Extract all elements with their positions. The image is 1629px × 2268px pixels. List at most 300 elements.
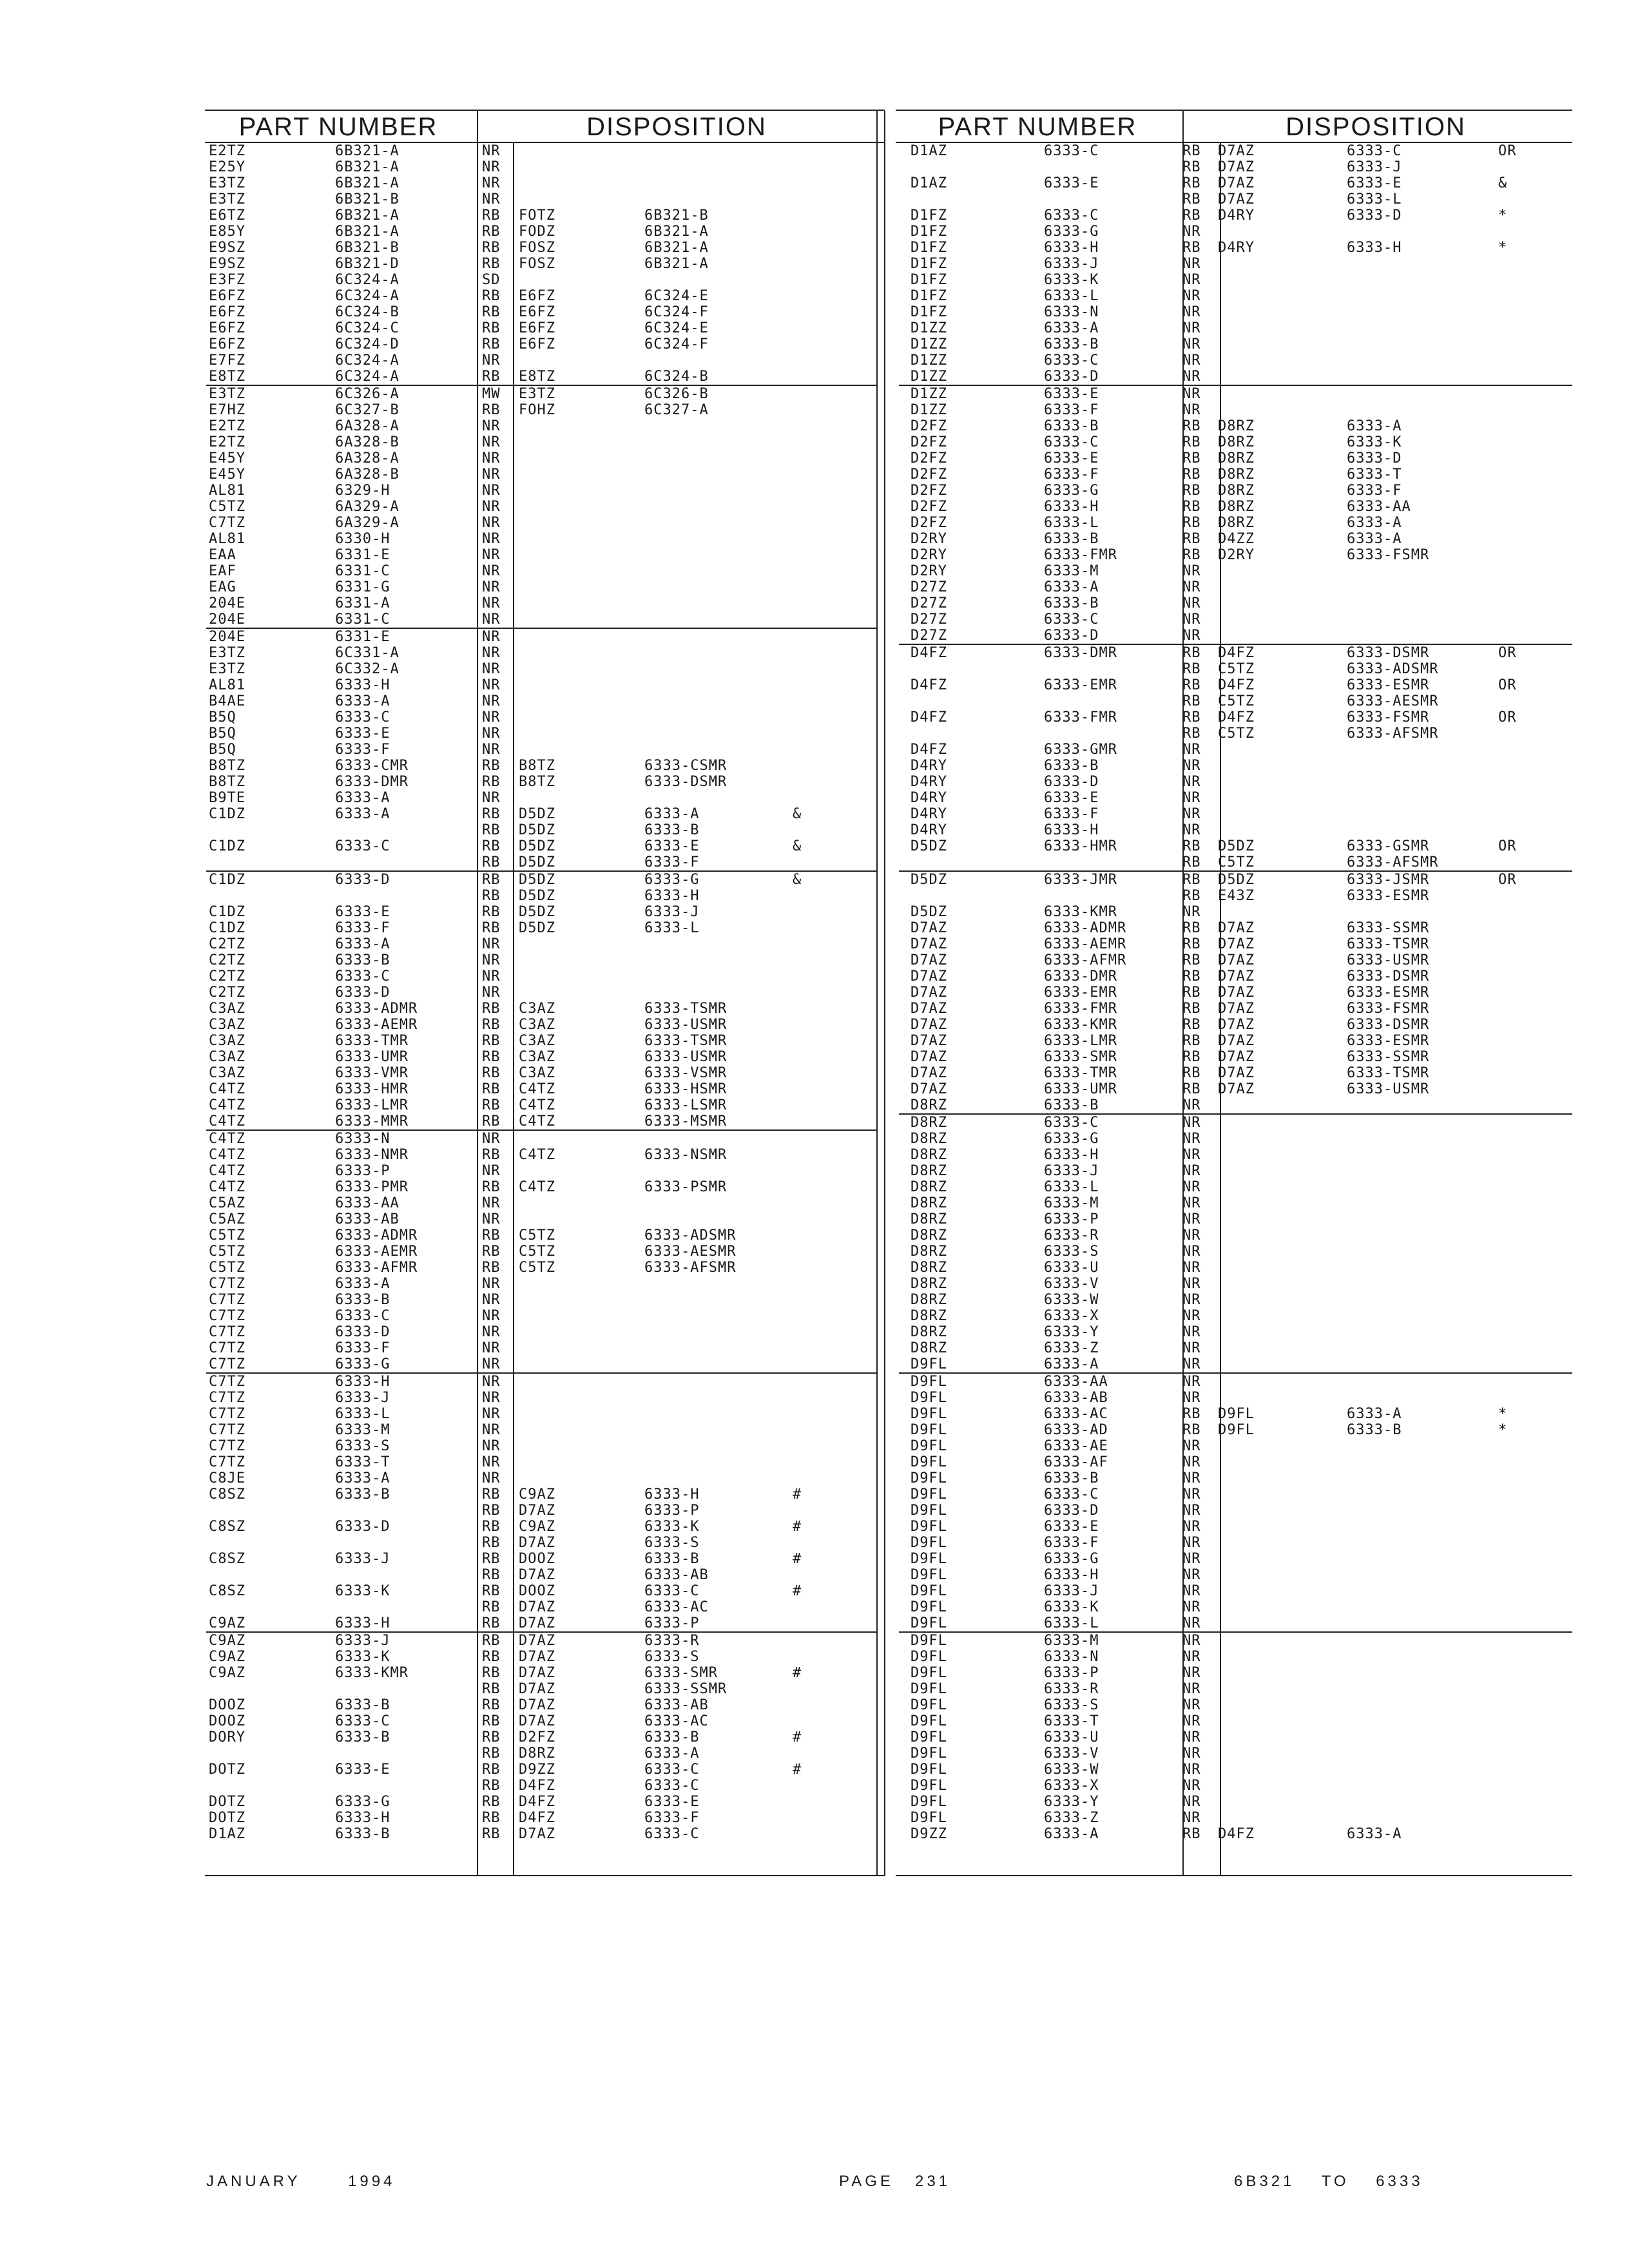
replacement-part: 6333-USMR	[644, 1017, 728, 1033]
part-number: 6333-S	[1044, 1244, 1099, 1260]
replacement-part: 6333-AESMR	[644, 1244, 737, 1260]
note: &	[793, 872, 802, 888]
disposition-code: MW	[482, 386, 501, 402]
footer-range: 6B321 TO 6333	[1234, 2173, 1423, 2190]
table-row	[206, 418, 876, 434]
vehicle-code: C5TZ	[209, 499, 246, 515]
replacement-vehicle: D4FZ	[519, 1794, 555, 1810]
replacement-part: 6333-B	[644, 822, 700, 838]
replacement-part: 6333-C	[644, 1583, 700, 1599]
disposition-code: NR	[482, 531, 501, 547]
part-number: 6333-M	[1044, 1195, 1099, 1211]
footer-year: 1994	[348, 2173, 396, 2190]
table-row	[899, 256, 1572, 272]
table-row	[206, 1826, 876, 1842]
replacement-vehicle: D5DZ	[519, 920, 555, 936]
replacement-vehicle: D5DZ	[519, 822, 555, 838]
table-row	[206, 369, 876, 385]
disposition-code: RB	[482, 822, 501, 838]
replacement-vehicle: C4TZ	[519, 1097, 555, 1113]
replacement-part: 6333-H	[644, 1486, 700, 1503]
vehicle-code: D9FL	[911, 1729, 947, 1745]
table-row	[899, 224, 1572, 240]
part-number: 6333-AB	[335, 1211, 400, 1227]
top-rule-right	[896, 110, 1572, 111]
table-row	[899, 790, 1572, 806]
vehicle-code: C8JE	[209, 1470, 246, 1486]
part-number: 6333-FMR	[1044, 709, 1117, 726]
table-row	[206, 1260, 876, 1276]
table-row	[206, 1211, 876, 1227]
table-row	[899, 1551, 1572, 1567]
vehicle-code: D9FL	[911, 1503, 947, 1519]
left-disposition-header: DISPOSITION	[586, 113, 767, 141]
vehicle-code: B5Q	[209, 742, 236, 758]
disposition-code: RB	[1182, 434, 1201, 450]
vehicle-code: D8RZ	[911, 1147, 947, 1163]
part-number: 6333-B	[335, 1292, 390, 1308]
part-number: 6333-G	[1044, 224, 1099, 240]
part-number: 6333-B	[335, 1697, 390, 1713]
replacement-vehicle: D7AZ	[1218, 1049, 1255, 1065]
table-row	[206, 240, 876, 256]
disposition-code: RB	[1182, 838, 1201, 854]
table-row	[206, 352, 876, 369]
vehicle-code: B9TE	[209, 790, 246, 806]
disposition-code: RB	[482, 1551, 501, 1567]
table-row	[899, 1195, 1572, 1211]
part-number: 6333-L	[1044, 515, 1099, 531]
disposition-code: NR	[1182, 224, 1201, 240]
replacement-part: 6333-DSMR	[1347, 645, 1430, 661]
replacement-vehicle: D2FZ	[519, 1729, 555, 1745]
replacement-vehicle: C3AZ	[519, 1001, 555, 1017]
replacement-vehicle: D5DZ	[519, 854, 555, 870]
replacement-vehicle: E6FZ	[519, 288, 555, 304]
vehicle-code: B8TZ	[209, 758, 246, 774]
table-row	[899, 1503, 1572, 1519]
replacement-vehicle: D4RY	[1218, 207, 1255, 224]
replacement-part: 6333-AC	[644, 1599, 709, 1615]
table-row	[206, 499, 876, 515]
replacement-vehicle: DOOZ	[519, 1551, 555, 1567]
vehicle-code: D1FZ	[911, 288, 947, 304]
vehicle-code: 204E	[209, 629, 246, 645]
disposition-code: NR	[1182, 611, 1201, 628]
table-row	[899, 1778, 1572, 1794]
disposition-code: NR	[482, 936, 501, 952]
replacement-part: 6333-A	[1347, 515, 1402, 531]
disposition-code: NR	[1182, 1551, 1201, 1567]
part-number: 6333-KMR	[335, 1665, 409, 1681]
note: &	[793, 838, 802, 854]
part-number: 6333-B	[335, 952, 390, 968]
replacement-vehicle: C3AZ	[519, 1065, 555, 1081]
table-row	[899, 758, 1572, 774]
part-number: 6C324-A	[335, 352, 400, 369]
table-row	[206, 1713, 876, 1729]
part-number: 6333-AEMR	[335, 1244, 418, 1260]
disposition-code: RB	[1182, 872, 1201, 888]
replacement-part: 6333-SSMR	[1347, 920, 1430, 936]
table-row	[899, 644, 1572, 661]
disposition-code: RB	[482, 1244, 501, 1260]
table-row	[206, 272, 876, 288]
vehicle-code: D9FL	[911, 1567, 947, 1583]
disposition-code: NR	[1182, 336, 1201, 352]
replacement-part: 6333-ADSMR	[1347, 661, 1439, 677]
table-row	[206, 1324, 876, 1340]
replacement-part: 6333-VSMR	[644, 1065, 728, 1081]
disposition-code: NR	[1182, 1762, 1201, 1778]
part-number: 6333-V	[1044, 1276, 1099, 1292]
replacement-part: 6333-AFSMR	[1347, 726, 1439, 742]
table-row	[206, 709, 876, 726]
vehicle-code: D2FZ	[911, 499, 947, 515]
vehicle-code: C4TZ	[209, 1131, 246, 1147]
disposition-code: NR	[1182, 1503, 1201, 1519]
disposition-code: RB	[1182, 726, 1201, 742]
replacement-vehicle: C4TZ	[519, 1113, 555, 1129]
vehicle-code: D9FL	[911, 1390, 947, 1406]
disposition-code: NR	[482, 1454, 501, 1470]
part-number: 6333-HMR	[335, 1081, 409, 1097]
disposition-code: NR	[1182, 1340, 1201, 1356]
table-row	[206, 968, 876, 985]
table-row	[206, 224, 876, 240]
vehicle-code: D2FZ	[911, 450, 947, 466]
part-number: 6A329-A	[335, 515, 400, 531]
part-number: 6333-AEMR	[335, 1017, 418, 1033]
table-row	[899, 1535, 1572, 1551]
table-row	[206, 1081, 876, 1097]
note: OR	[1498, 838, 1517, 854]
part-number: 6333-AD	[1044, 1422, 1108, 1438]
part-number: 6333-DMR	[1044, 968, 1117, 985]
vehicle-code: E45Y	[209, 466, 246, 483]
disposition-code: RB	[482, 256, 501, 272]
part-number: 6C324-A	[335, 369, 400, 385]
replacement-part: 6333-AFSMR	[644, 1260, 737, 1276]
disposition-code: RB	[482, 1729, 501, 1745]
disposition-code: RB	[482, 1762, 501, 1778]
disposition-code: NR	[482, 1308, 501, 1324]
part-number: 6333-K	[1044, 1599, 1099, 1615]
part-number: 6333-N	[1044, 1649, 1099, 1665]
replacement-vehicle: FODZ	[519, 224, 555, 240]
part-number: 6333-X	[1044, 1778, 1099, 1794]
replacement-part: 6C324-E	[644, 320, 709, 336]
disposition-code: NR	[1182, 386, 1201, 402]
vehicle-code: C9AZ	[209, 1649, 246, 1665]
replacement-part: 6333-SMR	[644, 1665, 718, 1681]
table-row	[206, 1778, 876, 1794]
disposition-code: NR	[482, 499, 501, 515]
vehicle-code: C7TZ	[209, 1292, 246, 1308]
vehicle-code: D2FZ	[911, 483, 947, 499]
part-number: 6333-E	[1044, 790, 1099, 806]
disposition-code: RB	[1182, 854, 1201, 870]
part-number: 6C332-A	[335, 661, 400, 677]
replacement-vehicle: D7AZ	[1218, 936, 1255, 952]
replacement-vehicle: D8RZ	[1218, 499, 1255, 515]
table-row	[206, 1697, 876, 1713]
part-number: 6333-N	[1044, 304, 1099, 320]
vehicle-code: D1ZZ	[911, 386, 947, 402]
part-number: 6333-U	[1044, 1729, 1099, 1745]
part-number: 6333-X	[1044, 1308, 1099, 1324]
disposition-code: RB	[1182, 450, 1201, 466]
disposition-code: NR	[1182, 628, 1201, 644]
table-row	[899, 693, 1572, 709]
disposition-code: NR	[482, 1163, 501, 1179]
disposition-code: NR	[482, 466, 501, 483]
disposition-code: NR	[1182, 1697, 1201, 1713]
vehicle-code: D27Z	[911, 579, 947, 595]
disposition-code: NR	[482, 1292, 501, 1308]
note: #	[793, 1583, 802, 1599]
replacement-vehicle: C3AZ	[519, 1033, 555, 1049]
disposition-code: RB	[1182, 1065, 1201, 1081]
table-row	[206, 531, 876, 547]
replacement-part: 6333-S	[644, 1649, 700, 1665]
table-row	[899, 806, 1572, 822]
disposition-code: NR	[482, 159, 501, 175]
replacement-vehicle: D5DZ	[519, 838, 555, 854]
part-number: 6333-A	[1044, 579, 1099, 595]
disposition-code: NR	[1182, 1599, 1201, 1615]
part-number: 6333-KMR	[1044, 904, 1117, 920]
replacement-part: 6333-GSMR	[1347, 838, 1430, 854]
replacement-part: 6333-NSMR	[644, 1147, 728, 1163]
replacement-part: 6333-F	[1347, 483, 1402, 499]
replacement-part: 6333-L	[1347, 191, 1402, 207]
replacement-vehicle: D2RY	[1218, 547, 1255, 563]
disposition-code: RB	[1182, 483, 1201, 499]
replacement-part: 6B321-A	[644, 240, 709, 256]
disposition-code: NR	[482, 352, 501, 369]
table-row	[206, 1794, 876, 1810]
disposition-code: NR	[1182, 1665, 1201, 1681]
replacement-vehicle: C3AZ	[519, 1049, 555, 1065]
disposition-code: RB	[1182, 709, 1201, 726]
part-number: 6333-B	[1044, 418, 1099, 434]
left-parts-list	[206, 143, 876, 1842]
part-number: 6333-P	[335, 1163, 390, 1179]
replacement-vehicle: D7AZ	[519, 1681, 555, 1697]
vehicle-code: D9FL	[911, 1486, 947, 1503]
vehicle-code: E6FZ	[209, 304, 246, 320]
part-number: 6333-PMR	[335, 1179, 409, 1195]
table-row	[899, 661, 1572, 677]
part-number: 6333-T	[1044, 1713, 1099, 1729]
vehicle-code: E3TZ	[209, 191, 246, 207]
part-number: 6333-H	[335, 1810, 390, 1826]
vehicle-code: AL81	[209, 531, 246, 547]
vehicle-code: C5TZ	[209, 1244, 246, 1260]
vehicle-code: D9FL	[911, 1810, 947, 1826]
part-number: 6333-A	[335, 936, 390, 952]
disposition-code: NR	[1182, 304, 1201, 320]
disposition-code: NR	[1182, 595, 1201, 611]
part-number: 6333-G	[335, 1356, 390, 1372]
disposition-code: NR	[1182, 1097, 1201, 1113]
disposition-code: NR	[1182, 352, 1201, 369]
replacement-part: 6333-K	[644, 1519, 700, 1535]
replacement-vehicle: C5TZ	[1218, 693, 1255, 709]
disposition-code: RB	[482, 1649, 501, 1665]
vehicle-code: C3AZ	[209, 1033, 246, 1049]
disposition-code: NR	[482, 629, 501, 645]
disposition-code: RB	[1182, 499, 1201, 515]
disposition-code: NR	[482, 693, 501, 709]
vehicle-code: D9ZZ	[911, 1826, 947, 1842]
table-row	[206, 402, 876, 418]
part-number: 6333-L	[1044, 1615, 1099, 1631]
disposition-code: RB	[1182, 1033, 1201, 1049]
table-row	[899, 450, 1572, 466]
disposition-code: RB	[482, 1583, 501, 1599]
disposition-code: NR	[482, 563, 501, 579]
note: OR	[1498, 872, 1517, 888]
vehicle-code: D8RZ	[911, 1179, 947, 1195]
replacement-vehicle: D7AZ	[1218, 1065, 1255, 1081]
table-row	[899, 369, 1572, 385]
disposition-code: NR	[1182, 1292, 1201, 1308]
replacement-part: 6333-B	[644, 1729, 700, 1745]
vehicle-code: D7AZ	[911, 1017, 947, 1033]
table-row	[206, 1665, 876, 1681]
table-row	[899, 579, 1572, 595]
disposition-code: RB	[482, 1097, 501, 1113]
table-row	[206, 207, 876, 224]
vehicle-code: D8RZ	[911, 1227, 947, 1244]
table-row	[206, 1631, 876, 1649]
note: #	[793, 1762, 802, 1778]
table-row	[899, 483, 1572, 499]
vehicle-code: D9FL	[911, 1599, 947, 1615]
table-row	[206, 920, 876, 936]
table-row	[206, 870, 876, 888]
part-number: 6333-H	[1044, 1147, 1099, 1163]
part-number: 6330-H	[335, 531, 390, 547]
disposition-code: NR	[482, 726, 501, 742]
vehicle-code: D9FL	[911, 1665, 947, 1681]
replacement-vehicle: D4FZ	[519, 1778, 555, 1794]
vehicle-code: D8RZ	[911, 1131, 947, 1147]
disposition-code: RB	[1182, 888, 1201, 904]
table-row	[899, 1340, 1572, 1356]
part-number: 6333-HMR	[1044, 838, 1117, 854]
part-number: 6333-L	[1044, 1179, 1099, 1195]
disposition-code: NR	[482, 1131, 501, 1147]
vehicle-code: D9FL	[911, 1681, 947, 1697]
disposition-code: RB	[482, 806, 501, 822]
disposition-code: NR	[1182, 1567, 1201, 1583]
part-number: 6333-G	[335, 1794, 390, 1810]
vehicle-code: DOOZ	[209, 1713, 246, 1729]
table-row	[899, 1713, 1572, 1729]
vehicle-code: C7TZ	[209, 1374, 246, 1390]
disposition-code: RB	[1182, 645, 1201, 661]
disposition-code: NR	[1182, 1244, 1201, 1260]
replacement-vehicle: D7AZ	[1218, 143, 1255, 159]
part-number: 6333-G	[1044, 483, 1099, 499]
vehicle-code: AL81	[209, 483, 246, 499]
disposition-code: NR	[482, 1374, 501, 1390]
table-row	[206, 1308, 876, 1324]
disposition-code: NR	[1182, 1794, 1201, 1810]
part-number: 6333-P	[1044, 1211, 1099, 1227]
part-number: 6C324-A	[335, 288, 400, 304]
part-number: 6333-B	[1044, 531, 1099, 547]
vehicle-code: D9FL	[911, 1406, 947, 1422]
vehicle-code: D7AZ	[911, 985, 947, 1001]
vehicle-code: D1ZZ	[911, 352, 947, 369]
table-row	[899, 1762, 1572, 1778]
part-number: 6333-TMR	[335, 1033, 409, 1049]
vehicle-code: D8RZ	[911, 1115, 947, 1131]
replacement-part: 6333-G	[644, 872, 700, 888]
footer-page-number: 231	[915, 2173, 951, 2190]
replacement-vehicle: D7AZ	[1218, 191, 1255, 207]
disposition-code: RB	[482, 1794, 501, 1810]
vehicle-code: D2FZ	[911, 466, 947, 483]
replacement-vehicle: D8RZ	[1218, 515, 1255, 531]
vehicle-code: D4RY	[911, 822, 947, 838]
table-row	[899, 1599, 1572, 1615]
center-divider-b	[884, 111, 885, 1876]
disposition-code: RB	[1182, 693, 1201, 709]
table-row	[206, 1535, 876, 1551]
table-row	[899, 1081, 1572, 1097]
disposition-code: RB	[482, 1681, 501, 1697]
vehicle-code: E3FZ	[209, 272, 246, 288]
replacement-part: 6333-H	[644, 888, 700, 904]
part-number: 6331-C	[335, 611, 390, 628]
disposition-code: RB	[1182, 1017, 1201, 1033]
replacement-part: 6C326-B	[644, 386, 709, 402]
vehicle-code: D2RY	[911, 547, 947, 563]
table-row	[899, 888, 1572, 904]
replacement-part: 6333-J	[644, 904, 700, 920]
disposition-code: RB	[1182, 920, 1201, 936]
replacement-part: 6333-SSMR	[1347, 1049, 1430, 1065]
table-row	[206, 304, 876, 320]
vehicle-code: E25Y	[209, 159, 246, 175]
vehicle-code: E9SZ	[209, 240, 246, 256]
disposition-code: RB	[482, 1519, 501, 1535]
replacement-vehicle: D8RZ	[1218, 418, 1255, 434]
part-number: 6333-W	[1044, 1292, 1099, 1308]
part-number: 6333-DMR	[1044, 645, 1117, 661]
table-row	[206, 1422, 876, 1438]
part-number: 6333-F	[335, 920, 390, 936]
disposition-code: RB	[1182, 985, 1201, 1001]
disposition-code: NR	[1182, 1519, 1201, 1535]
vehicle-code: D8RZ	[911, 1195, 947, 1211]
vehicle-code: C8SZ	[209, 1551, 246, 1567]
vehicle-code: D1ZZ	[911, 369, 947, 385]
table-row	[899, 563, 1572, 579]
vehicle-code: C7TZ	[209, 1422, 246, 1438]
table-row	[206, 466, 876, 483]
table-row	[206, 1244, 876, 1260]
part-number: 6C327-B	[335, 402, 400, 418]
disposition-code: NR	[1182, 1308, 1201, 1324]
right-parts-list	[899, 143, 1572, 1842]
disposition-code: NR	[1182, 1615, 1201, 1631]
